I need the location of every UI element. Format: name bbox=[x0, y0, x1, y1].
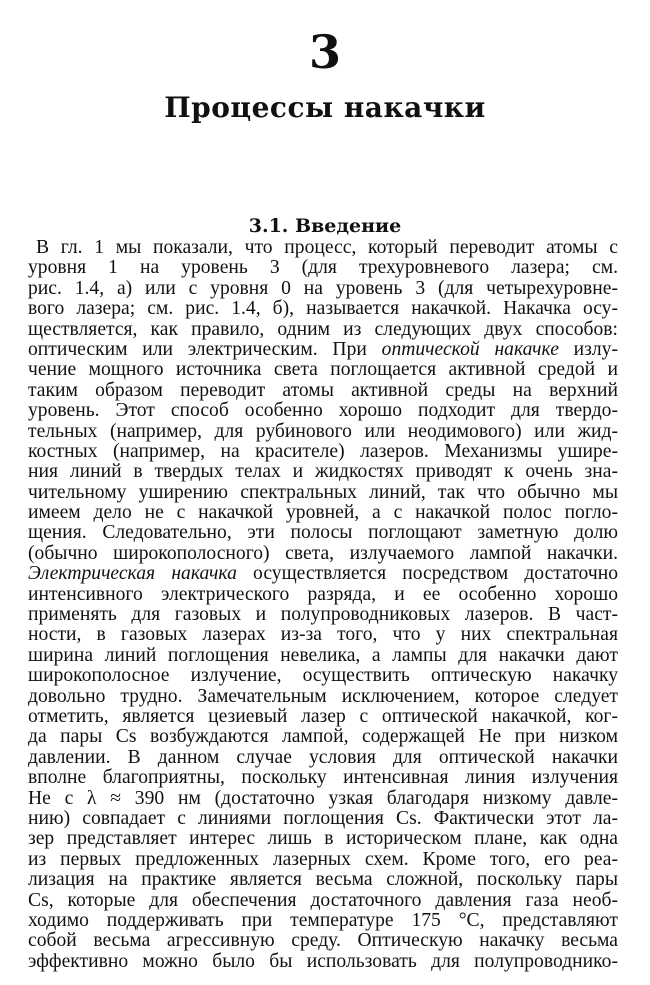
text-line: имеем дело не с накачкой уровней, а с накачкой полос погло- bbox=[28, 502, 618, 524]
text-line: эффективно можно было бы использовать для полупроводнико- bbox=[28, 950, 618, 972]
text-line: костных (например, на красителе) лазеров. Механизмы ушире- bbox=[28, 440, 618, 462]
text-line: ния линий в твердых телах и жидкостях приводят к очень зна- bbox=[28, 461, 618, 483]
text-line: В гл. 1 мы показали, что процесс, который переводит атомы с bbox=[36, 237, 618, 258]
text-line: (обычно широкополосного) света, излучаемого лампой накачки. bbox=[28, 542, 618, 564]
text-line: уровня 1 на уровень 3 (для трехуровневого лазера; см. bbox=[28, 257, 618, 279]
chapter-title: Процессы накачки bbox=[164, 91, 486, 124]
text-line: довольно трудно. Замечательным исключением, которое следует bbox=[28, 685, 618, 707]
text-line: интенсивного электрического разряда, и ее особенно хорошо bbox=[28, 583, 618, 605]
body-text bbox=[28, 238, 618, 972]
text-line: щения. Следовательно, эти полосы поглощают заметную долю bbox=[28, 522, 618, 544]
text-line: вого лазера; см. рис. 1.4, б), называется накачкой. Накачка осу- bbox=[28, 298, 618, 320]
text-line: Электрическая накачка осуществляется посредством достаточно bbox=[28, 563, 618, 585]
text-line: лизация на практике является весьма сложной, поскольку пары bbox=[28, 869, 618, 891]
emphasis: Электрическая накачка bbox=[28, 563, 237, 585]
text-line: применять для газовых и полупроводниковых лазеров. В част- bbox=[28, 604, 618, 626]
text-line: из первых предложенных лазерных схем. Кроме того, его реа- bbox=[28, 848, 618, 870]
emphasis: оптической накачке bbox=[381, 338, 559, 360]
text-line: уровень. Этот способ особенно хорошо подходит для твердо- bbox=[28, 400, 618, 422]
text-line: чение мощного источника света поглощается активной средой и bbox=[28, 359, 618, 381]
text-line: Cs, которые для обеспечения достаточного давления газа необ- bbox=[28, 889, 618, 911]
text-line: да пары Cs возбуждаются лампой, содержащей He при низком bbox=[28, 726, 618, 748]
text-line: вполне благоприятны, поскольку интенсивная линия излучения bbox=[28, 767, 618, 789]
text-line: нию) совпадает с линиями поглощения Cs. Фактически этот ла- bbox=[28, 807, 618, 829]
text-line: He с λ ≈ 390 нм (достаточно узкая благодаря низкому давле- bbox=[28, 787, 618, 809]
text-line: таким образом переводит атомы активной среды на верхний bbox=[28, 379, 618, 401]
text-line: широкополосное излучение, осуществить оптическую накачку bbox=[28, 665, 618, 687]
text-line: давлении. В данном случае условия для оптической накачки bbox=[28, 746, 618, 768]
text-line: отметить, является цезиевый лазер с оптической накачкой, ког- bbox=[28, 705, 618, 727]
text-line: зер представляет интерес лишь в историческом плане, как одна bbox=[28, 828, 618, 850]
text-line: оптическим или электрическим. При оптической накачке излу- bbox=[28, 338, 618, 360]
text-line: собой весьма агрессивную среду. Оптическую накачку весьма bbox=[28, 930, 618, 952]
text-line: ходимо поддерживать при температуре 175 °C, представляют bbox=[28, 909, 618, 931]
text-line: чительному уширению спектральных линий, так что обычно мы bbox=[28, 481, 618, 503]
section-title: 3.1. Введение bbox=[248, 215, 402, 237]
chapter-number: 3 bbox=[308, 25, 341, 79]
text-line: тельных (например, для рубинового или неодимового) или жид- bbox=[28, 420, 618, 442]
text-line: ности, в газовых лазерах из-за того, что у них спектральная bbox=[28, 624, 618, 646]
text-line: ширина линий поглощения невелика, а лампы для накачки дают bbox=[28, 644, 618, 666]
text-line: рис. 1.4, а) или с уровня 0 на уровень 3 (для четырехуровне- bbox=[28, 277, 618, 299]
text-line: ществляется, как правило, одним из следующих двух способов: bbox=[28, 318, 618, 340]
